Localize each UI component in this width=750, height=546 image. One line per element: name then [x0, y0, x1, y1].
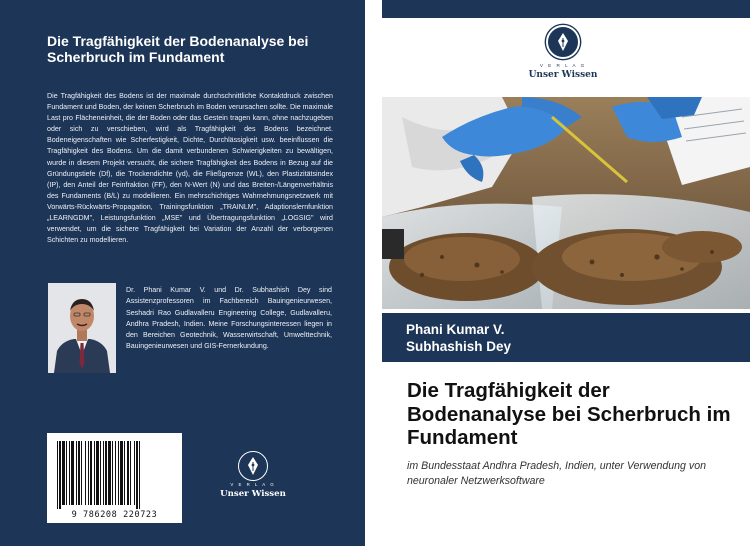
top-band: [382, 0, 750, 18]
barcode-bar: [71, 441, 74, 505]
barcode-bar: [112, 441, 113, 505]
authors-band: [382, 313, 750, 362]
barcode-bar: [59, 441, 61, 509]
barcode-bar: [88, 441, 89, 505]
barcode-bar: [81, 441, 82, 505]
front-cover-subtitle: im Bundesstaat Andhra Pradesh, Indien, unter Verwendung von neuronaler Netzwerksoftware: [407, 460, 706, 487]
isbn-number: 9 786208 220723: [71, 510, 158, 520]
back-cover-title: Die Tragfähigkeit der Bodenanalyse bei Scherbruch im Fundament: [47, 33, 309, 65]
front-publisher-logo: [520, 25, 606, 83]
front-cover: [382, 0, 750, 546]
barcode-bar: [124, 441, 125, 505]
barcode-bar: [62, 441, 65, 505]
barcode-bar: [96, 441, 99, 505]
barcode-bar: [78, 441, 80, 505]
book-spine: [365, 0, 382, 546]
barcode-bar: [57, 441, 58, 509]
barcode-bar: [105, 441, 107, 505]
pen-nib-icon: [238, 451, 268, 481]
barcode-bar: [115, 441, 116, 505]
barcode-bar: [108, 441, 111, 505]
barcode-bar: [120, 441, 123, 505]
author-name: Phani Kumar V.: [406, 322, 505, 337]
barcode-bar: [127, 441, 129, 505]
barcode-bar: [66, 441, 67, 505]
barcode-bar: [130, 441, 131, 505]
barcode-bar: [139, 441, 140, 509]
publisher-verlag-label: V E R L A G: [230, 482, 276, 487]
author-bio: Dr. Phani Kumar V. und Dr. Subhashish Dey sind Assistenzprofessoren im Fachbereich Bauingenieurwesen, Seshadri Rao Gudlavalleru Engineering College, Gudlavalleru, Andhra Pradesh, Indien. Meine Forschungsinteressen liegen in den Bereichen Geotechnik, Wasserwirtschaft, Umwelttechnik, Bauingenieurwesen und GIS-Fernerkundung.: [126, 286, 332, 351]
barcode-bar: [94, 441, 95, 505]
back-cover: [0, 0, 365, 546]
barcode-bar: [76, 441, 77, 505]
publisher-name: Unser Wissen: [528, 70, 598, 80]
barcode-bar: [134, 441, 135, 505]
author-photo: [48, 283, 116, 373]
back-publisher-logo: [213, 451, 293, 503]
back-cover-description: Die Tragfähigkeit des Bodens ist der maximale durchschnittliche Kontaktdruck zwischen Fundament und Boden, der keinen Scherbruch im Boden verursachen sollte. Die maximale Last pro Flächeneinheit, die der Boden oder das Gestein tragen kann, ohne nachzugeben oder sich zu verschieben, wird als Tragfähigkeit des Bodens bezeichnet. Bodeneigenschaften wie Scherfestigkeit, Dichte, Durchlässigkeit usw. beeinflussen die Tragfähigkeit des Bodens. Um die damit verbundenen Schwierigkeiten zu bewältigen, wurde in diesem Projekt versucht, die sichere Tragfähigkeit des Bodens in Bezug auf die Gründungstiefe (Df), die Trockendichte (γd), die Fließgrenze (WL), den Plastizitätsindex (IP), den Anteil der Feinfraktion (FF), den N-Wert (N) und das Breiten-/Längenverhältnis des Fundaments (B/L) zu modellieren. Ein mehrschichtiges Wahrnehmungsnetzwerk mit Vorwärts-Rückwärts-Propagation, Trainingsfunktion „TRAINLM", Adaptionslernfunktion „LEARNGDM", Leistungsfunktion „MSE" und Übertragungsfunktion „LOGSIG" wird verwendet, um die sichere Tragfähigkeit bei Variation der Anzahl der verborgenen Schichten zu modellieren.: [47, 92, 333, 245]
barcode-bar: [90, 441, 92, 505]
publisher-name: Unser Wissen: [220, 489, 286, 499]
pen-nib-icon: [546, 25, 580, 59]
cover-photo-soil-samples: [382, 97, 750, 309]
author-name: Subhashish Dey: [406, 339, 512, 354]
front-cover-title: Die Tragfähigkeit der Bodenanalyse bei Scherbruch im Fundament: [407, 379, 731, 449]
barcode-bar: [103, 441, 104, 505]
isbn-barcode: [47, 433, 182, 523]
barcode-bar: [85, 441, 86, 505]
publisher-verlag-label: V E R L A G: [539, 63, 587, 68]
barcode-bar: [136, 441, 138, 509]
barcode-bar: [69, 441, 70, 505]
barcode-bar: [118, 441, 119, 505]
barcode-bar: [100, 441, 101, 505]
